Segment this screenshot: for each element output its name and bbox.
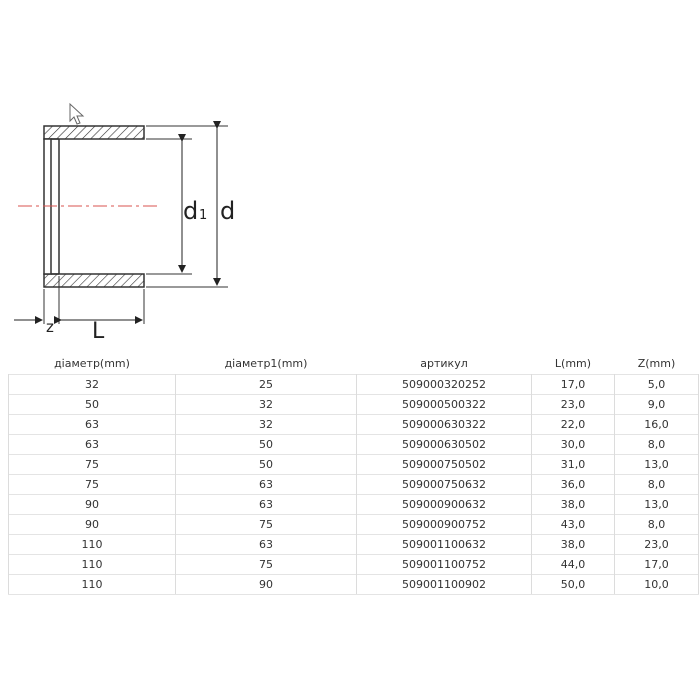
extension-lines	[44, 126, 228, 324]
table-cell: 32	[9, 375, 176, 395]
table-cell: 17,0	[532, 375, 615, 395]
table-row	[9, 455, 699, 475]
table-row	[9, 375, 699, 395]
table-cell: 16,0	[615, 415, 699, 435]
table-row	[9, 475, 699, 495]
table-cell: 50,0	[532, 575, 615, 595]
table-cell: 17,0	[615, 555, 699, 575]
table-cell: 509001100752	[357, 555, 532, 575]
table-cell: 8,0	[615, 435, 699, 455]
table-cell: 90	[176, 575, 357, 595]
header-z: Z(mm)	[637, 356, 676, 370]
header-diameter: діаметр(mm)	[54, 356, 130, 370]
label-d1: d	[183, 197, 199, 225]
table-cell: 110	[9, 555, 176, 575]
table-cell: 63	[176, 495, 357, 515]
table-row	[9, 515, 699, 535]
table-cell: 110	[9, 575, 176, 595]
header-article: артикул	[420, 356, 468, 370]
table-row	[9, 535, 699, 555]
table-cell: 509000320252	[357, 375, 532, 395]
label-d1-subscript: 1	[199, 208, 208, 223]
table-cell: 75	[176, 555, 357, 575]
table-cell: 75	[9, 475, 176, 495]
table-cell: 110	[9, 535, 176, 555]
table-cell: 509001100902	[357, 575, 532, 595]
table-cell: 509000630322	[357, 415, 532, 435]
table-cell: 509001100632	[357, 535, 532, 555]
table-cell: 38,0	[532, 495, 615, 515]
table-cell: 90	[9, 515, 176, 535]
table-cell: 32	[176, 415, 357, 435]
table-cell: 8,0	[615, 475, 699, 495]
table-cell: 509000900632	[357, 495, 532, 515]
table-header-row	[9, 352, 699, 375]
table-cell: 36,0	[532, 475, 615, 495]
table-cell: 509000750632	[357, 475, 532, 495]
table-row	[9, 395, 699, 415]
header-length: L(mm)	[554, 356, 592, 370]
table-row	[9, 575, 699, 595]
table-cell: 44,0	[532, 555, 615, 575]
table-cell: 63	[176, 475, 357, 495]
header-diameter1: діаметр1(mm)	[224, 356, 308, 370]
table-cell: 90	[9, 495, 176, 515]
label-d: d	[220, 197, 236, 225]
table-cell: 5,0	[615, 375, 699, 395]
table-cell: 509000750502	[357, 455, 532, 475]
table-cell: 509000500322	[357, 395, 532, 415]
table-cell: 50	[176, 455, 357, 475]
table-cell: 31,0	[532, 455, 615, 475]
table-cell: 22,0	[532, 415, 615, 435]
table-cell: 32	[176, 395, 357, 415]
table-cell: 43,0	[532, 515, 615, 535]
table-row	[9, 495, 699, 515]
label-L: L	[92, 319, 105, 344]
table-cell: 23,0	[615, 535, 699, 555]
table-cell: 50	[9, 395, 176, 415]
table-cell: 38,0	[532, 535, 615, 555]
table-cell: 8,0	[615, 515, 699, 535]
table-cell: 509000900752	[357, 515, 532, 535]
table-cell: 75	[9, 455, 176, 475]
table-cell: 23,0	[532, 395, 615, 415]
table-cell: 50	[176, 435, 357, 455]
table-cell: 30,0	[532, 435, 615, 455]
table-row	[9, 435, 699, 455]
label-z: z	[46, 318, 54, 336]
table-cell: 10,0	[615, 575, 699, 595]
table-row	[9, 415, 699, 435]
table-cell: 13,0	[615, 495, 699, 515]
table-row	[9, 555, 699, 575]
mouse-cursor-icon	[70, 104, 83, 124]
spec-table	[8, 352, 699, 595]
fitting-drawing	[0, 90, 320, 350]
table-cell: 63	[9, 435, 176, 455]
table-cell: 509000630502	[357, 435, 532, 455]
table-cell: 75	[176, 515, 357, 535]
table-cell: 63	[9, 415, 176, 435]
table-cell: 9,0	[615, 395, 699, 415]
table-cell: 25	[176, 375, 357, 395]
table-cell: 13,0	[615, 455, 699, 475]
table-cell: 63	[176, 535, 357, 555]
